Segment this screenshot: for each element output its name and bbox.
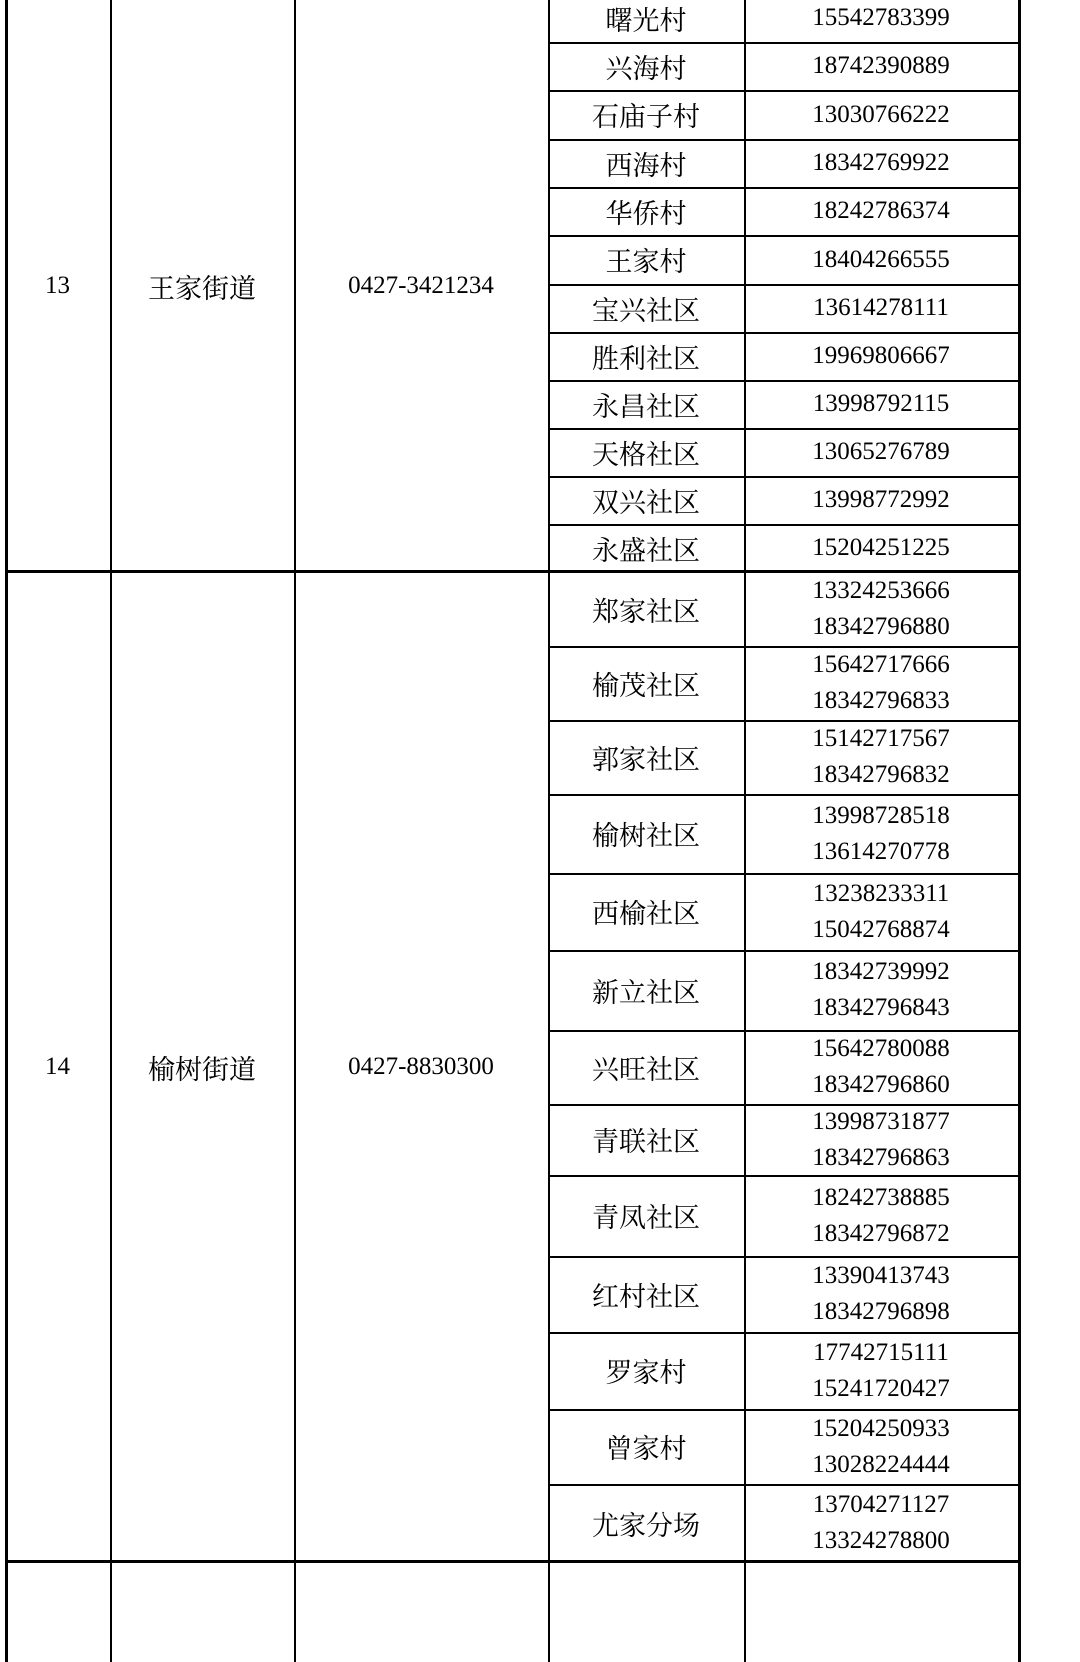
entry-phones [744,42,1018,90]
entry-phone-number: 19969806667 [812,342,950,369]
entry-phone-number: 18342796880 [812,613,950,640]
entry-phones [744,950,1018,1030]
entry-name-text: 新立社区 [592,977,700,1009]
entry-name [548,332,744,380]
entry-phones [744,646,1018,720]
entry-phone-number: 15204250933 [812,1414,950,1442]
table-vertical-rule [1018,0,1021,1662]
entry-phone-number: 15241720427 [812,1374,950,1402]
entry-phone-number: 13614278111 [813,294,949,321]
entry-name [548,1409,744,1484]
entry-name-text: 榆树社区 [592,821,700,852]
entry-phone-number: 15642717666 [812,651,950,678]
entry-name-text: 榆茂社区 [592,670,700,702]
entry-name-text: 曙光村 [605,5,687,37]
entry-phone-number: 15204251225 [812,534,950,561]
entry-phones [744,139,1018,187]
entry-name [548,646,744,720]
entry-name-text: 红村社区 [592,1281,700,1313]
entry-name [548,950,744,1030]
entry-phones [744,187,1018,235]
entry-name-text: 西榆社区 [592,899,700,930]
office-phone [294,572,548,1562]
entry-name-text: 宝兴社区 [592,295,700,327]
group-index-text: 13 [45,272,70,299]
street-name-text: 王家街道 [148,273,256,305]
entry-name [548,1332,744,1409]
entry-name [548,380,744,428]
entry-name-text: 青联社区 [592,1127,700,1158]
street-name-text: 榆树街道 [148,1054,256,1086]
entry-name-text: 郭家社区 [592,744,700,776]
entry-phone-number: 15142717567 [812,725,950,752]
entry-phone-number: 18342796898 [812,1298,950,1325]
entry-phones [744,0,1018,42]
entry-phone-number: 13998772992 [812,486,950,513]
entry-name-text: 西海村 [605,150,687,182]
entry-phones [744,1484,1018,1562]
entry-name-text: 尤家分场 [592,1510,700,1542]
entry-name-text: 胜利社区 [592,343,700,375]
entry-name-text: 石庙子村 [592,102,700,133]
entry-phone-number: 18404266555 [812,245,950,273]
office-phone [294,0,548,572]
entry-phone-number: 18342796833 [812,687,950,714]
entry-name [548,0,744,42]
entry-phones [744,90,1018,139]
entry-phone-number: 13998731877 [812,1107,950,1135]
entry-phone-number: 13998728518 [812,801,950,829]
entry-phones [744,1409,1018,1484]
group-index [5,0,110,572]
entry-phone-number: 18242786374 [812,197,950,224]
entry-phones [744,476,1018,524]
entry-phone-number: 18742390889 [812,52,950,79]
street-name [110,0,294,572]
entry-phone-number: 15042768874 [812,915,950,943]
entry-name [548,476,744,524]
entry-name [548,90,744,139]
entry-name [548,235,744,284]
entry-phone-number: 13324278800 [812,1527,950,1554]
entry-phone-number: 13324253666 [812,577,950,604]
entry-phones [744,1256,1018,1332]
entry-phone-number: 18342796863 [812,1143,950,1171]
entry-phone-number: 13028224444 [812,1450,950,1478]
entry-phone-number: 18342769922 [812,149,950,176]
entry-phone-number: 18342796872 [812,1219,950,1247]
entry-phone-number: 18342796832 [812,761,950,788]
entry-name [548,572,744,646]
entry-name-text: 双兴社区 [592,487,700,519]
entry-phones [744,235,1018,284]
entry-name [548,873,744,950]
entry-name-text: 兴旺社区 [592,1054,700,1086]
entry-name-text: 永昌社区 [592,391,700,423]
entry-name [548,794,744,873]
entry-phones [744,572,1018,646]
entry-phone-number: 18342796843 [812,994,950,1021]
entry-name [548,1484,744,1562]
entry-name-text: 华侨村 [605,198,687,230]
entry-phone-number: 18242738885 [812,1183,950,1211]
entry-name-text: 青凤社区 [592,1203,700,1234]
entry-name-text: 永盛社区 [592,535,700,567]
entry-name [548,1175,744,1256]
entry-name [548,720,744,794]
entry-name-text: 王家村 [605,247,687,278]
entry-phone-number: 13065276789 [812,438,950,465]
street-name [110,572,294,1562]
group-index [5,572,110,1562]
entry-phone-number: 18342739992 [812,958,950,985]
entry-phones [744,428,1018,476]
entry-phones [744,284,1018,332]
entry-phone-number: 13030766222 [812,100,950,128]
entry-name-text: 郑家社区 [592,596,700,628]
entry-phone-number: 13704271127 [812,1491,950,1518]
entry-phone-number: 13238233311 [812,879,950,907]
entry-phones [744,380,1018,428]
entry-name [548,1104,744,1175]
entry-name [548,428,744,476]
entry-name [548,139,744,187]
entry-phone-number: 13614270778 [812,837,950,865]
entry-name-text: 天格社区 [592,439,700,471]
entry-name-text: 兴海村 [605,53,687,85]
entry-phone-number: 17742715111 [813,1338,949,1366]
group-index-text: 14 [45,1053,70,1080]
entry-phones [744,873,1018,950]
entry-phones [744,794,1018,873]
entry-phone-number: 15542783399 [812,4,950,31]
entry-name [548,524,744,572]
entry-phones [744,1175,1018,1256]
entry-name [548,1030,744,1104]
entry-name-text: 曾家村 [605,1434,687,1465]
entry-phones [744,1332,1018,1409]
entry-phones [744,720,1018,794]
office-phone-text: 0427-3421234 [348,272,494,299]
entry-name [548,42,744,90]
entry-phone-number: 13390413743 [812,1262,950,1289]
entry-name [548,187,744,235]
entry-phone-number: 15642780088 [812,1035,950,1062]
entry-phones [744,524,1018,572]
entry-name-text: 罗家村 [605,1358,687,1389]
entry-name [548,284,744,332]
entry-phones [744,1030,1018,1104]
entry-phones [744,332,1018,380]
entry-phone-number: 18342796860 [812,1071,950,1098]
entry-phones [744,1104,1018,1175]
office-phone-text: 0427-8830300 [348,1053,494,1080]
entry-phone-number: 13998792115 [812,390,950,417]
entry-name [548,1256,744,1332]
